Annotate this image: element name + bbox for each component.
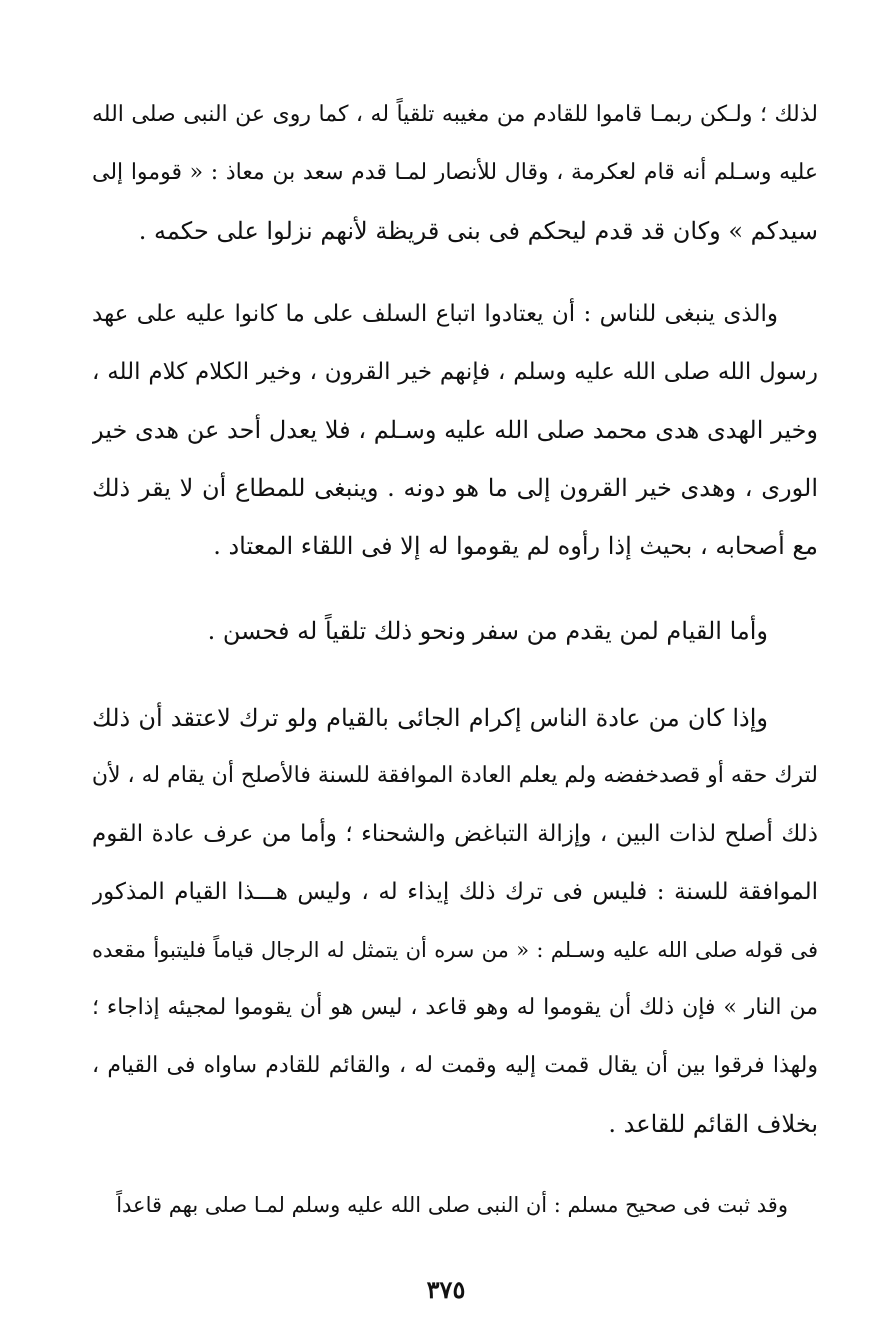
text-line: الموافقة للسنة : فليس فى ترك ذلك إيذاء له ، وليس هـــذا القيام المذكور	[92, 879, 818, 905]
text-line: من النار » فإن ذلك أن يقوموا له وهو قاعد ، ليس هو أن يقوموا لمجيئه إذاجاء ؛	[92, 995, 818, 1020]
text-line: لترك حقه أو قصدخفضه ولم يعلم العادة الموافقة للسنة فالأصلح أن يقام له ، لأن	[92, 763, 818, 788]
text-line: سيدكم » وكان قد قدم ليحكم فى بنى قريظة لأنهم نزلوا على حكمه .	[138, 217, 818, 245]
paragraph-4	[92, 689, 818, 1153]
text-line: وأما القيام لمن يقدم من سفر ونحو ذلك تلقياً له فحسن .	[207, 617, 768, 645]
page-number: ٣٧٥	[426, 1275, 466, 1304]
paragraph-5	[92, 1176, 818, 1234]
text-line: مع أصحابه ، بحيث إذا رأوه لم يقوموا له إلا فى اللقاء المعتاد .	[213, 532, 818, 560]
paragraph-1	[92, 86, 818, 260]
text-line: لذلك ؛ ولـكن ربمـا قاموا للقادم من مغيبه تلقياً له ، كما روى عن النبى صلى الله	[92, 102, 818, 127]
text-line: وخير الهدى هدى محمد صلى الله عليه وسـلم ، فلا يعدل أحد عن هدى خير	[92, 416, 818, 444]
text-line: والذى ينبغى للناس : أن يعتادوا اتباع السلف على ما كانوا عليه على عهد	[92, 301, 778, 327]
paragraph-2	[92, 285, 818, 575]
text-line: الورى ، وهدى خير القرون إلى ما هو دونه . وينبغى للمطاع أن لا يقر ذلك	[92, 474, 818, 502]
text-line: وقد ثبت فى صحيح مسلم : أن النبى صلى الله عليه وسلم لمـا صلى بهم قاعداً	[116, 1193, 788, 1217]
text-line: ذلك أصلح لذات البين ، وإزالة التباغض والشحناء ؛ وأما من عرف عادة القوم	[92, 821, 818, 847]
text-line: عليه وسـلم أنه قام لعكرمة ، وقال للأنصار لمـا قدم سعد بن معاذ : « قوموا إلى	[92, 160, 818, 185]
text-line: فى قوله صلى الله عليه وسـلم : « من سره أن يتمثل له الرجال قياماً فليتبوأ مقعده	[92, 938, 818, 962]
text-line: رسول الله صلى الله عليه وسلم ، فإنهم خير القرون ، وخير الكلام كلام الله ،	[92, 359, 818, 385]
text-line: بخلاف القائم للقاعد .	[608, 1110, 818, 1138]
paragraph-3	[92, 602, 818, 660]
text-line: وإذا كان من عادة الناس إكرام الجائى بالقيام ولو ترك لاعتقد أن ذلك	[92, 704, 768, 732]
text-line: ولهذا فرقوا بين أن يقال قمت إليه وقمت له ، والقائم للقادم ساواه فى القيام ،	[92, 1053, 818, 1078]
